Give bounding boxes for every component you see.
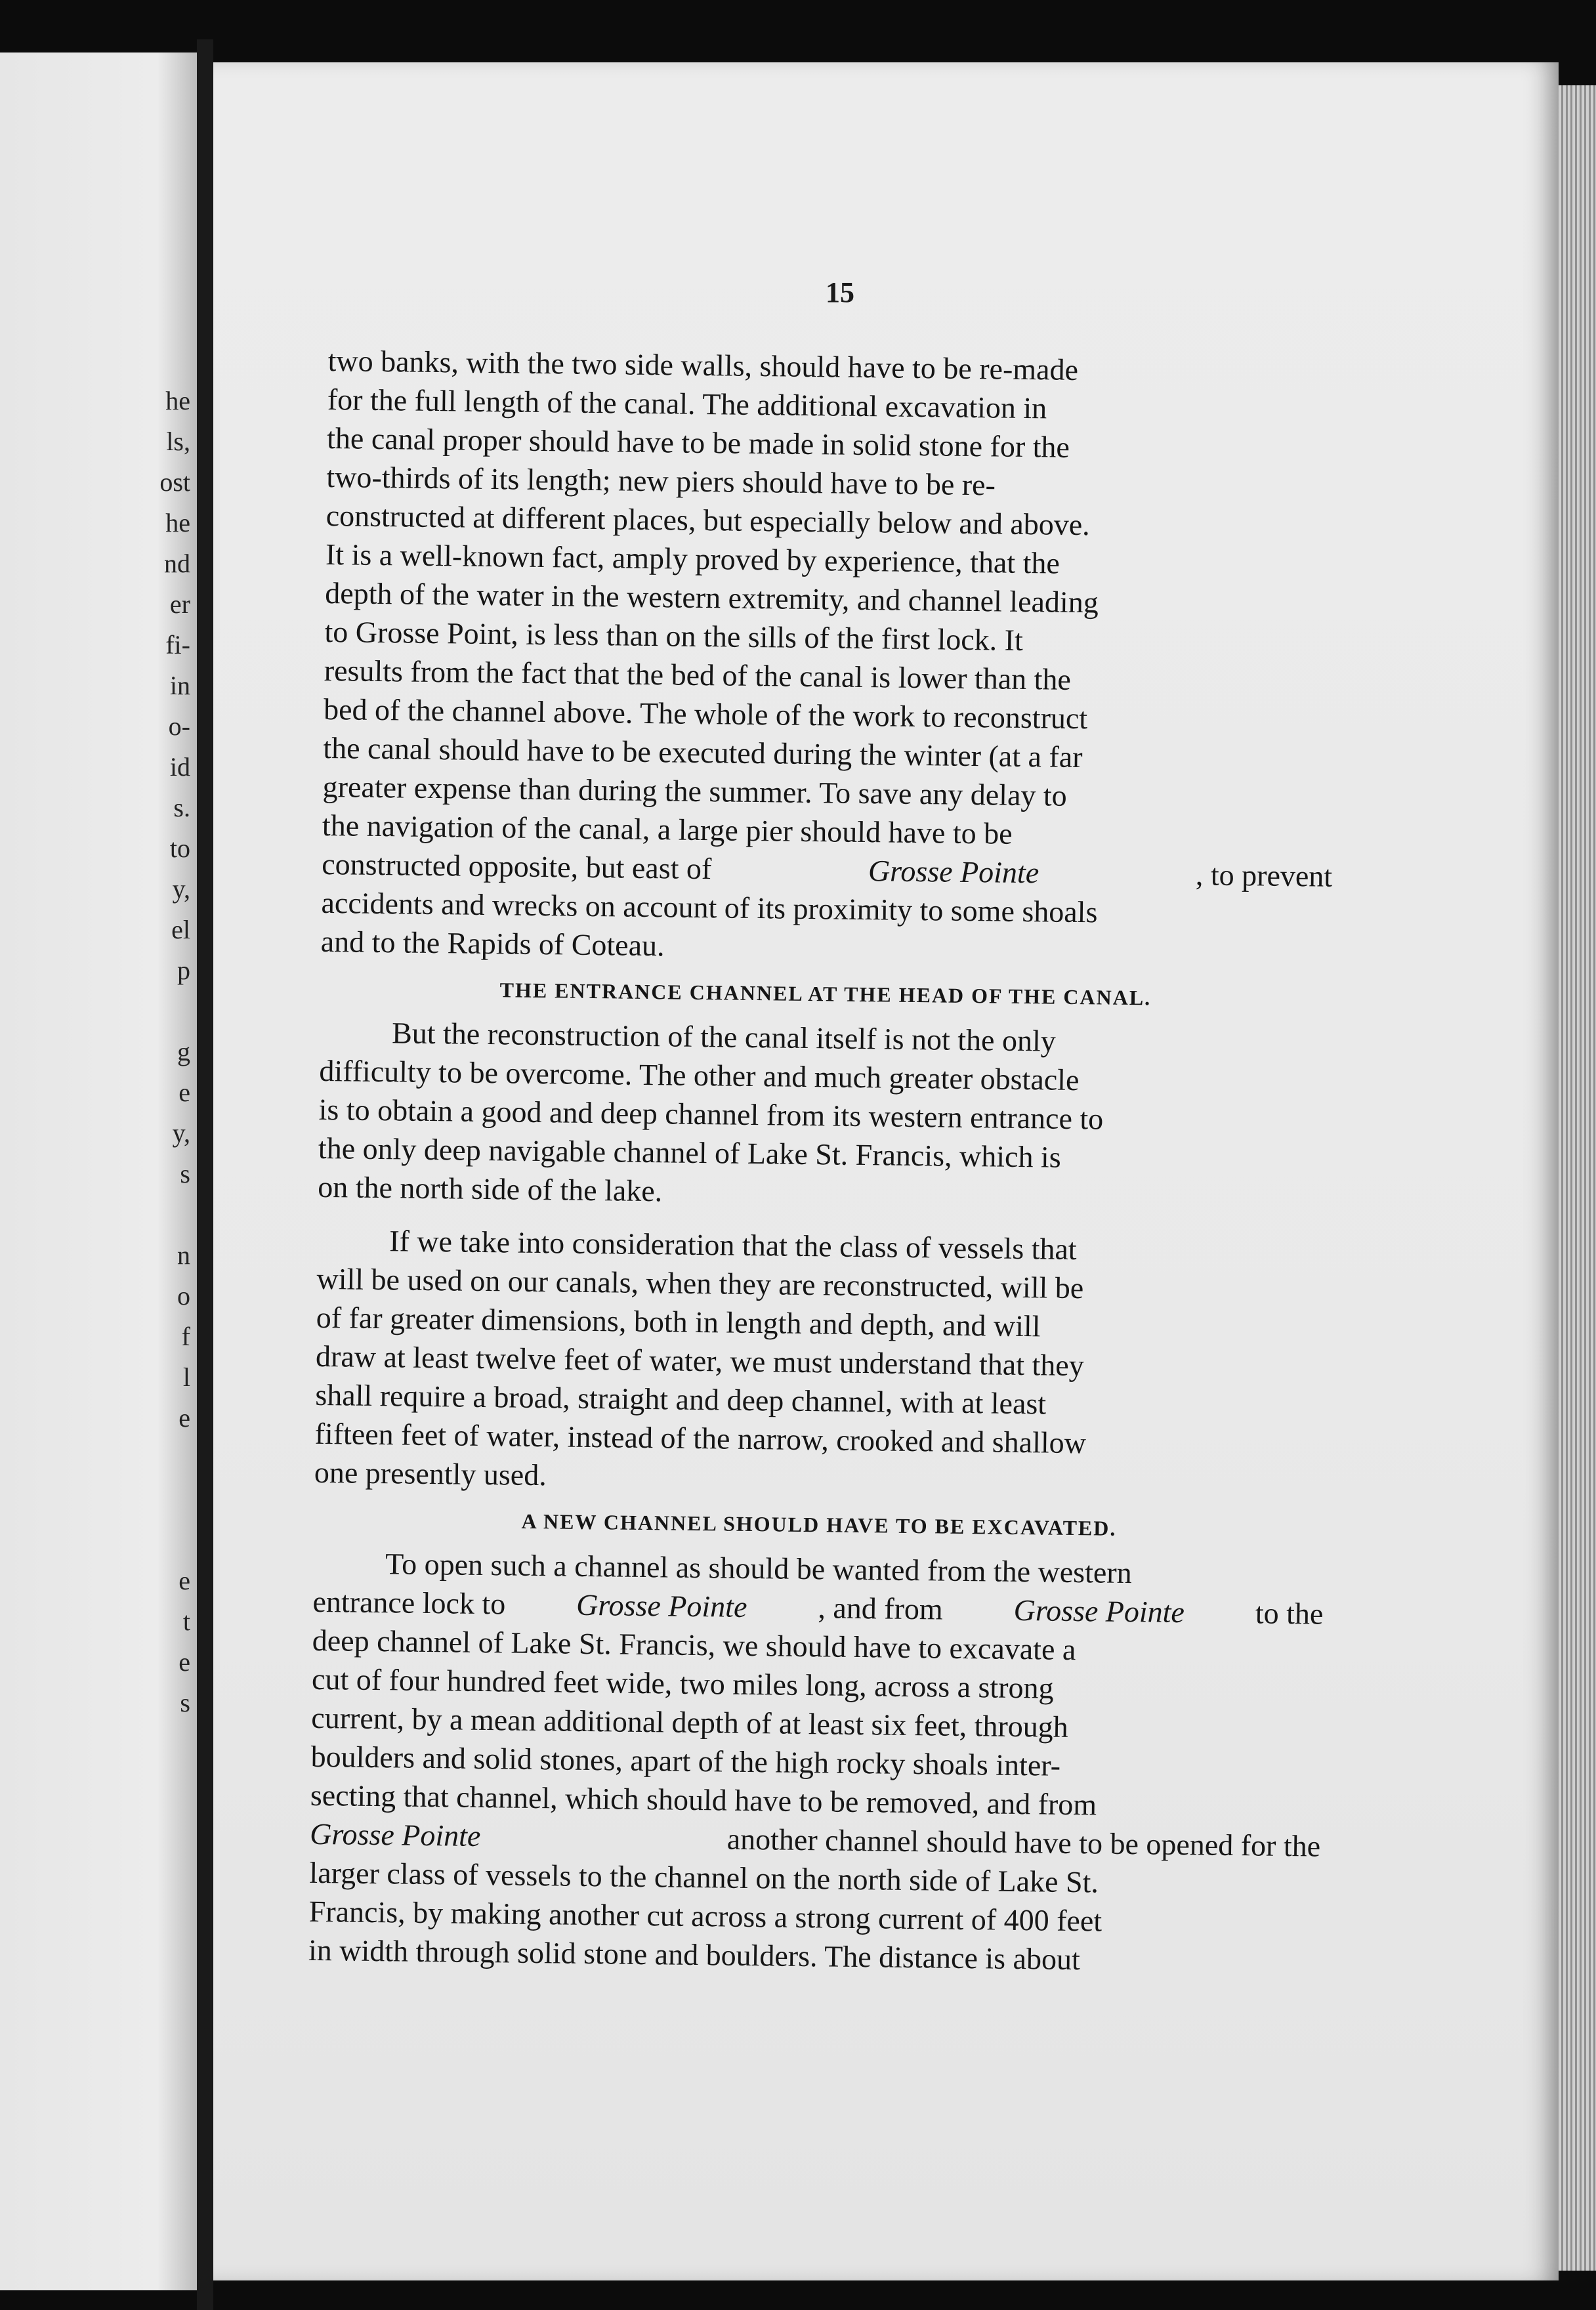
left-page-fragment: s bbox=[180, 1688, 190, 1717]
left-page-fragment: p bbox=[177, 956, 190, 985]
text-line: greater expense than during the summer. To save any delay to bbox=[322, 769, 1068, 812]
page-edge bbox=[1559, 85, 1596, 2271]
text-line: draw at least twelve feet of water, we must understand that they bbox=[315, 1339, 1085, 1383]
left-page-fragment: fi- bbox=[165, 630, 190, 660]
text-line: the only deep navigable channel of Lake St. Francis, which is bbox=[318, 1131, 1062, 1174]
text-line: two banks, with the two side walls, should have to be re-made bbox=[327, 343, 1079, 387]
text-line: deep channel of Lake St. Francis, we should have to excavate a bbox=[312, 1623, 1076, 1667]
text-line: accidents and wrecks on account of its proximity to some shoals bbox=[321, 885, 1098, 929]
text-line: If we take into consideration that the class of vessels that bbox=[388, 1224, 1077, 1267]
section-heading-2: A NEW CHANNEL SHOULD HAVE TO BE EXCAVATED. bbox=[521, 1509, 1117, 1540]
left-page-fragment bbox=[0, 1438, 197, 1479]
left-page-fragment: t bbox=[182, 1606, 190, 1636]
left-page-fragment: nd bbox=[164, 549, 190, 578]
text-line: larger class of vessels to the channel on the north side of Lake St. bbox=[309, 1855, 1099, 1899]
text-line: results from the fact that the bed of the canal is lower than the bbox=[324, 653, 1072, 696]
text-line: for the full length of the canal. The additional excavation in bbox=[327, 382, 1047, 425]
left-page-fragment: id bbox=[169, 752, 190, 782]
text-line: in width through solid stone and boulders. The distance is about bbox=[308, 1933, 1081, 1977]
body-text bbox=[308, 341, 1339, 1982]
left-page-fragment bbox=[0, 1194, 197, 1235]
left-page-fragment: e bbox=[178, 1647, 190, 1677]
left-page-fragment: o bbox=[177, 1281, 190, 1311]
text-line: fifteen feet of water, instead of the narrow, crooked and shallow bbox=[314, 1416, 1087, 1460]
text-line: difficulty to be overcome. The other and much greater obstacle bbox=[319, 1053, 1080, 1097]
text-line: will be used on our canals, when they are reconstructed, will be bbox=[316, 1261, 1084, 1305]
italic-place-name: Grosse Pointe bbox=[868, 854, 1040, 890]
left-page-fragment: in bbox=[169, 671, 190, 700]
left-page-fragment: l bbox=[182, 1362, 190, 1392]
left-page-fragment: s. bbox=[173, 793, 190, 822]
left-page-fragment: e bbox=[178, 1078, 190, 1107]
left-page-fragment: y, bbox=[172, 1118, 190, 1148]
left-page bbox=[0, 52, 197, 2290]
text-line: constructed opposite, but east of Grosse Pointe , to prevent bbox=[321, 847, 1333, 893]
book-gutter bbox=[197, 39, 213, 2310]
left-page-fragment bbox=[0, 991, 197, 1032]
text-line: the canal proper should have to be made in solid stone for the bbox=[326, 421, 1070, 464]
text-line: But the reconstruction of the canal itself is not the only bbox=[391, 1016, 1057, 1058]
text-line: entrance lock to Grosse Pointe , and from Grosse Pointe to the bbox=[312, 1584, 1324, 1631]
left-page-fragment bbox=[0, 1520, 197, 1561]
left-page-fragment: s bbox=[180, 1159, 190, 1188]
left-page-fragment: el bbox=[171, 915, 190, 944]
left-page-fragment: e bbox=[178, 1403, 190, 1433]
paragraph-1 bbox=[320, 341, 1338, 973]
text-line: secting that channel, which should have to be removed, and from bbox=[310, 1778, 1097, 1822]
left-page-fragment: ls, bbox=[166, 427, 190, 456]
text-line: To open such a channel as should be wanted from the western bbox=[385, 1547, 1132, 1590]
text-line: constructed at different places, but especially below and above. bbox=[326, 498, 1091, 542]
paragraph-3 bbox=[314, 1221, 1328, 1504]
left-page-fragment: g bbox=[177, 1037, 190, 1066]
italic-place-name: Grosse Pointe bbox=[1013, 1593, 1185, 1629]
text-line: Grosse Pointe another channel should have to be opened for the bbox=[310, 1815, 1321, 1866]
text-line: Francis, by making another cut across a strong current of 400 feet bbox=[308, 1894, 1102, 1938]
paragraph-4 bbox=[308, 1544, 1324, 1982]
left-page-fragment: f bbox=[181, 1322, 190, 1351]
left-page-fragment: he bbox=[165, 386, 190, 415]
text-line: current, by a mean additional depth of at least six feet, through bbox=[311, 1700, 1069, 1744]
text-line: two-thirds of its length; new piers should have to be re- bbox=[326, 459, 996, 502]
text-line: boulders and solid stones, apart of the high rocky shoals inter- bbox=[310, 1739, 1061, 1782]
left-page-fragment: er bbox=[169, 589, 190, 619]
page-number: 15 bbox=[826, 276, 854, 308]
text-line: is to obtain a good and deep channel from its western entrance to bbox=[318, 1092, 1104, 1136]
left-page-fragment: to bbox=[169, 833, 190, 863]
left-page-fragment: ost bbox=[159, 467, 190, 497]
left-page-fragment: n bbox=[177, 1240, 190, 1270]
left-page-fragment bbox=[0, 1479, 197, 1520]
left-page-fragment: y, bbox=[172, 874, 190, 904]
text-line: shall require a broad, straight and deep channel, with at least bbox=[315, 1377, 1047, 1421]
text-line: It is a well-known fact, amply proved by experience, that the bbox=[325, 537, 1060, 580]
text-line: cut of four hundred feet wide, two miles long, across a strong bbox=[311, 1662, 1054, 1705]
text-line: one presently used. bbox=[314, 1455, 547, 1492]
left-page-fragment: e bbox=[178, 1566, 190, 1595]
text-line: on the north side of the lake. bbox=[317, 1169, 663, 1208]
section-heading-1: THE ENTRANCE CHANNEL AT THE HEAD OF THE CANAL. bbox=[499, 978, 1152, 1010]
italic-place-name: Grosse Pointe bbox=[576, 1587, 747, 1624]
text-line: depth of the water in the western extremity, and channel leading bbox=[325, 576, 1099, 620]
text-line: bed of the channel above. The whole of the work to reconstruct bbox=[323, 692, 1088, 736]
text-line: the canal should have to be executed during the winter (at a far bbox=[323, 730, 1083, 774]
text-line: to Grosse Point, is less than on the sills of the first lock. It bbox=[324, 614, 1024, 657]
text-line: and to the Rapids of Coteau. bbox=[320, 924, 665, 963]
paragraph-2 bbox=[318, 1013, 1330, 1219]
left-page-fragment: he bbox=[165, 508, 190, 537]
italic-place-name: Grosse Pointe bbox=[309, 1816, 481, 1853]
left-page-fragments bbox=[0, 381, 197, 1723]
text-line: of far greater dimensions, both in length and depth, and will bbox=[316, 1300, 1041, 1343]
text-line: the navigation of the canal, a large pier should have to be bbox=[322, 808, 1013, 850]
left-page-fragment: o- bbox=[168, 711, 190, 741]
